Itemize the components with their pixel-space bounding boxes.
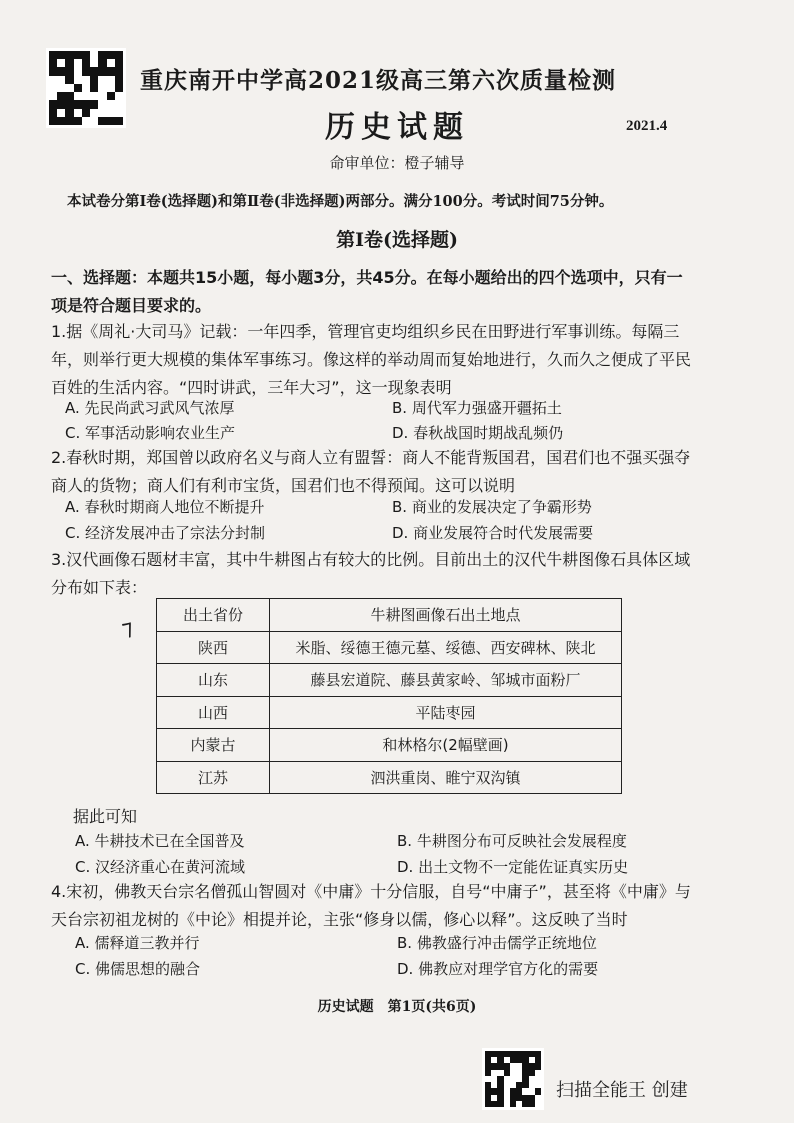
table-header-province: 出土省份 bbox=[157, 599, 270, 632]
table-cell-location: 米脂、绥德王德元墓、绥德、西安碑林、陕北 bbox=[270, 631, 622, 664]
q3-option-d[interactable]: D. 出土文物不一定能佐证真实历史 bbox=[397, 858, 629, 876]
scanner-qr-code bbox=[482, 1048, 544, 1110]
table-cell-province: 陕西 bbox=[157, 631, 270, 664]
table-row bbox=[157, 664, 622, 697]
question-3-after: 据此可知 bbox=[73, 807, 138, 826]
scanner-watermark: 扫描全能王 创建 bbox=[556, 1080, 688, 1101]
q4-option-d[interactable]: D. 佛教应对理学官方化的需要 bbox=[397, 960, 599, 978]
table-cell-location: 藤县宏道院、藤县黄家岭、邹城市面粉厂 bbox=[270, 664, 622, 697]
section-instruction: 一、选择题：本题共15小题，每小题3分，共45分。在每小题给出的四个选项中，只有一项是符合题目要求的。 bbox=[51, 268, 683, 315]
q1-option-d[interactable]: D. 春秋战国时期战乱频仍 bbox=[392, 424, 564, 442]
table-header-row bbox=[157, 599, 622, 632]
table-cell-location: 泗洪重岗、睢宁双沟镇 bbox=[270, 761, 622, 794]
table-row bbox=[157, 729, 622, 762]
author-line: 命审单位：橙子辅导 bbox=[329, 154, 465, 172]
q2-option-a[interactable]: A. 春秋时期商人地位不断提升 bbox=[65, 498, 265, 516]
question-3-stem: 3.汉代画像石题材丰富，其中牛耕图占有较大的比例。目前出土的汉代牛耕图像石具体区域分布如下表： bbox=[51, 550, 691, 597]
table-row bbox=[157, 761, 622, 794]
q4-option-c[interactable]: C. 佛儒思想的融合 bbox=[75, 960, 201, 978]
q1-option-c[interactable]: C. 军事活动影响农业生产 bbox=[65, 424, 236, 442]
q1-option-b[interactable]: B. 周代军力强盛开疆拓土 bbox=[392, 399, 562, 417]
table-header-location: 牛耕图画像石出土地点 bbox=[270, 599, 622, 632]
question-4-stem: 4.宋初，佛教天台宗名僧孤山智圆对《中庸》十分信服，自号“中庸子”，甚至将《中庸》与天台宗初祖龙树的《中论》相提并论，主张“修身以儒，修心以释”。这反映了当时 bbox=[51, 882, 691, 929]
q4-option-a[interactable]: A. 儒释道三教并行 bbox=[75, 934, 200, 952]
table-cell-province: 内蒙古 bbox=[157, 729, 270, 762]
volume-title: 第Ⅰ卷(选择题) bbox=[336, 229, 458, 251]
subject-title: 历史试题 bbox=[325, 110, 469, 145]
q1-option-a[interactable]: A. 先民尚武习武风气浓厚 bbox=[65, 399, 235, 417]
question-2-stem: 2.春秋时期，郑国曾以政府名义与商人立有盟誓：商人不能背叛国君，国君们也不强买强夺商人的货物；商人们有利市宝货，国君们也不得预闻。这可以说明 bbox=[51, 448, 691, 495]
page-footer: 历史试题 第1页(共6页) bbox=[317, 999, 477, 1015]
q3-option-c[interactable]: C. 汉经济重心在黄河流域 bbox=[75, 858, 246, 876]
exam-date: 2021.4 bbox=[626, 118, 668, 134]
table-cell-province: 山东 bbox=[157, 664, 270, 697]
q2-option-c[interactable]: C. 经济发展冲击了宗法分封制 bbox=[65, 524, 266, 542]
q4-option-b[interactable]: B. 佛教盛行冲击儒学正统地位 bbox=[397, 934, 597, 952]
ox-plough-table bbox=[156, 598, 622, 794]
table-cell-location: 和林格尔(2幅壁画) bbox=[270, 729, 622, 762]
table-row bbox=[157, 631, 622, 664]
table-cell-location: 平陆枣园 bbox=[270, 696, 622, 729]
pen-mark: ⁊ bbox=[119, 615, 136, 642]
q3-option-a[interactable]: A. 牛耕技术已在全国普及 bbox=[75, 832, 245, 850]
table-cell-province: 山西 bbox=[157, 696, 270, 729]
q2-option-b[interactable]: B. 商业的发展决定了争霸形势 bbox=[392, 498, 592, 516]
table-cell-province: 江苏 bbox=[157, 761, 270, 794]
question-1-stem: 1.据《周礼·大司马》记载：一年四季，管理官吏均组织乡民在田野进行军事训练。每隔三年，则举行更大规模的集体军事练习。像这样的举动周而复始地进行，久而久之便成了平民百姓的生活内容。“四时讲武，三年大习”，这一现象表明 bbox=[51, 322, 692, 397]
q3-option-b[interactable]: B. 牛耕图分布可反映社会发展程度 bbox=[397, 832, 627, 850]
intro-text: 本试卷分第Ⅰ卷(选择题)和第Ⅱ卷(非选择题)两部分。满分100分。考试时间75分钟。 bbox=[67, 193, 614, 210]
q2-option-d[interactable]: D. 商业发展符合时代发展需要 bbox=[392, 524, 594, 542]
table-row bbox=[157, 696, 622, 729]
school-title: 重庆南开中学高2021级高三第六次质量检测 bbox=[140, 67, 617, 94]
